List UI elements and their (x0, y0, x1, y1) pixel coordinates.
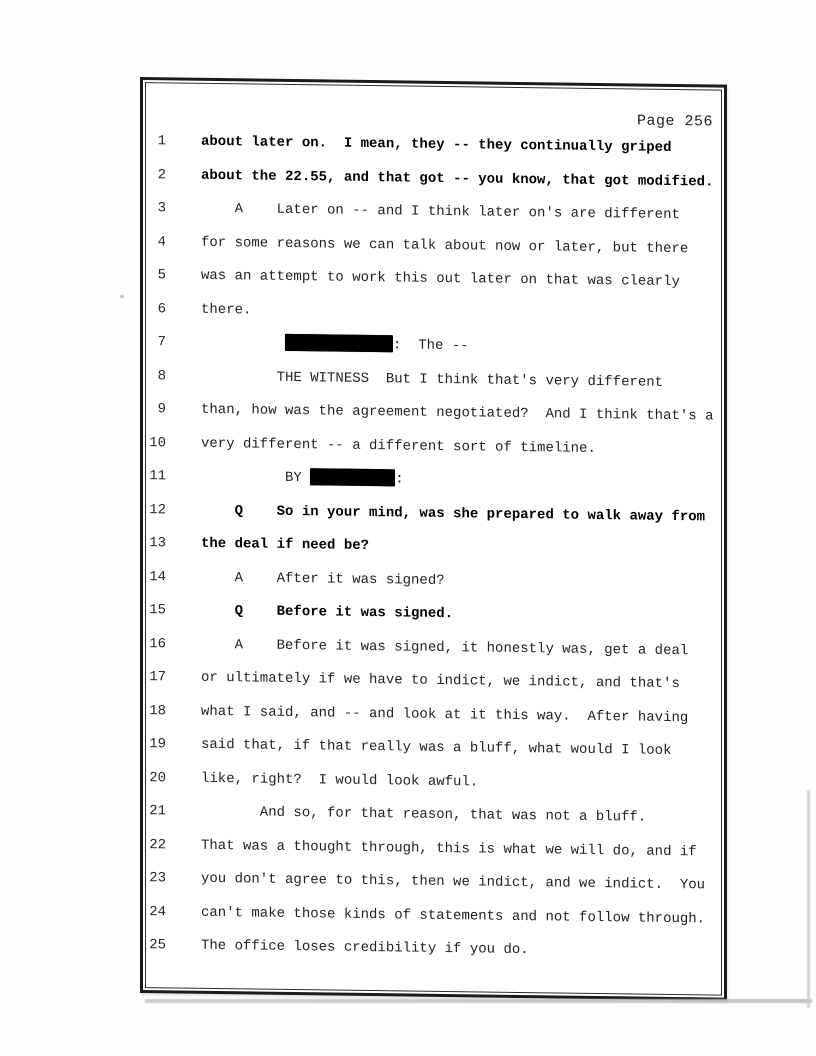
scan-artifact-right-streak (807, 790, 810, 1008)
line-text: BY : (201, 468, 404, 488)
line-text: A After it was signed? (201, 569, 445, 589)
line-number: 3 (157, 200, 166, 217)
line-number: 17 (149, 669, 166, 686)
line-number: 24 (149, 903, 166, 920)
line-number: 11 (149, 468, 166, 485)
line-number: 18 (149, 702, 166, 719)
line-number: 10 (149, 434, 166, 451)
line-text: very different -- a different sort of timeline. (201, 435, 596, 457)
transcript-line (143, 929, 724, 970)
line-text: A Later on -- and I think later on's are different (201, 200, 680, 224)
line-text: was an attempt to work this out later on that was clearly (201, 267, 680, 291)
scan-artifact-bottom-shadow (145, 999, 812, 1003)
line-text: The office loses credibility if you do. (201, 937, 529, 959)
line-number: 15 (149, 602, 166, 619)
line-number: 1 (157, 133, 166, 150)
page-number-label: Page 256 (636, 112, 713, 131)
line-text: for some reasons we can talk about now or later, but there (201, 234, 689, 257)
line-number: 12 (149, 501, 166, 518)
line-number: 9 (157, 401, 166, 418)
line-number: 14 (149, 568, 166, 585)
line-number: 19 (149, 736, 166, 753)
redaction-block (310, 468, 395, 486)
scan-artifact-speck (120, 295, 124, 298)
line-number: 4 (157, 233, 166, 250)
line-number: 5 (157, 267, 166, 284)
line-text: Q Before it was signed. (201, 602, 454, 623)
line-number: 21 (149, 803, 166, 820)
line-text: what I said, and -- and look at it this way. After having (201, 703, 689, 726)
line-text: or ultimately if we have to indict, we indict, and that's (201, 669, 680, 693)
line-text: That was a thought through, this is what we will do, and if (201, 837, 697, 860)
transcript-page-frame (140, 77, 727, 1001)
line-number: 20 (149, 769, 166, 786)
line-text: like, right? I would look awful. (201, 770, 479, 790)
line-text: the deal if need be? (201, 535, 370, 554)
line-text: there. (201, 301, 252, 318)
line-text: A Before it was signed, it honestly was, get a deal (201, 636, 689, 659)
line-text: about later on. I mean, they -- they continually griped (201, 133, 672, 156)
line-number: 23 (149, 870, 166, 887)
line-text: : The -- (201, 327, 469, 364)
line-number: 16 (149, 635, 166, 652)
line-number: 22 (149, 836, 166, 853)
line-text: And so, for that reason, that was not a bluff. (201, 803, 647, 826)
transcript-lines (143, 125, 724, 970)
line-text: you don't agree to this, then we indict, and we indict. You (201, 870, 706, 894)
line-text: said that, if that really was a bluff, what would I look (201, 736, 672, 759)
line-number: 8 (157, 367, 166, 384)
line-number: 6 (157, 300, 166, 317)
line-text: THE WITNESS But I think that's very different (201, 368, 664, 391)
line-text: about the 22.55, and that got -- you know, that got modified. (201, 167, 714, 191)
line-number: 13 (149, 535, 166, 552)
redaction-block (285, 334, 393, 352)
line-number: 7 (157, 334, 166, 351)
line-text: than, how was the agreement negotiated? And I think that's a (201, 401, 714, 425)
line-text: can't make those kinds of statements and not follow through. (201, 904, 706, 927)
line-number: 25 (149, 937, 166, 954)
line-number: 2 (157, 166, 166, 183)
line-text: Q So in your mind, was she prepared to walk away from (201, 502, 706, 525)
